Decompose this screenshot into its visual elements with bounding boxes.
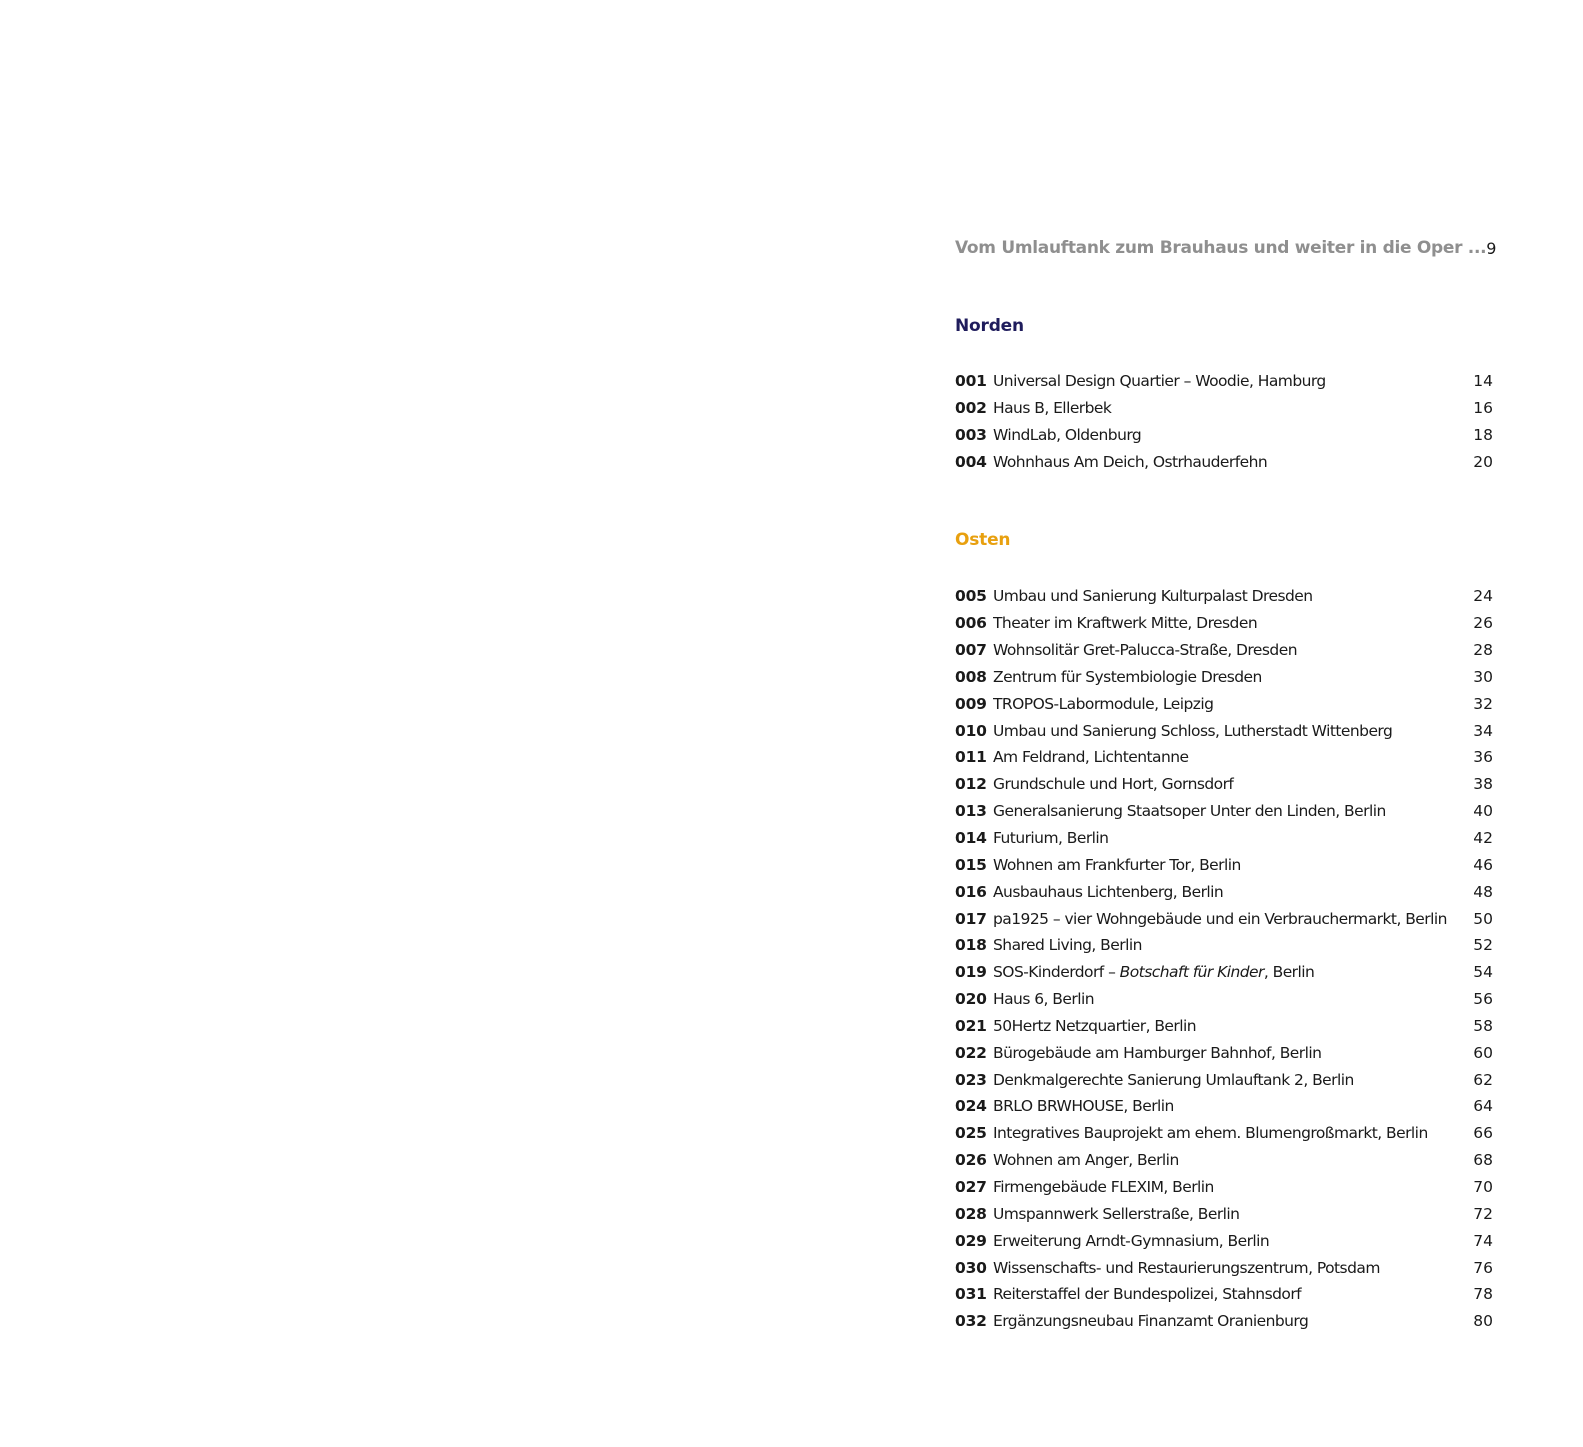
entry-number: 010 — [955, 721, 987, 740]
entry-title: Umspannwerk Sellerstraße, Berlin — [993, 1204, 1240, 1223]
entry-page-number: 78 — [1473, 1285, 1493, 1304]
entry-title: Universal Design Quartier – Woodie, Hamburg — [993, 372, 1326, 391]
entry-number: 014 — [955, 829, 987, 848]
entry-title: 50Hertz Netzquartier, Berlin — [993, 1016, 1197, 1035]
entry-number: 012 — [955, 775, 987, 794]
entry-page-number: 60 — [1473, 1043, 1493, 1062]
toc-entry[interactable] — [955, 1254, 1493, 1281]
entry-number: 001 — [955, 372, 987, 391]
entry-title: pa1925 – vier Wohngebäude und ein Verbrauchermarkt, Berlin — [993, 909, 1447, 928]
entry-number: 020 — [955, 990, 987, 1009]
toc-entry[interactable] — [955, 1039, 1493, 1066]
toc-entry[interactable] — [955, 1308, 1493, 1335]
entry-title: Zentrum für Systembiologie Dresden — [993, 667, 1262, 686]
toc-entry[interactable] — [955, 932, 1493, 959]
toc-entry[interactable] — [955, 771, 1493, 798]
entry-title: Denkmalgerechte Sanierung Umlauftank 2, Berlin — [993, 1070, 1354, 1089]
entry-number: 031 — [955, 1285, 987, 1304]
toc-entry[interactable] — [955, 905, 1493, 932]
entry-page-number: 58 — [1473, 1016, 1493, 1035]
toc-entry[interactable] — [955, 1174, 1493, 1201]
entry-title: Grundschule und Hort, Gornsdorf — [993, 775, 1234, 794]
entry-title: Bürogebäude am Hamburger Bahnhof, Berlin — [993, 1043, 1322, 1062]
entry-number: 015 — [955, 855, 987, 874]
entry-title-part: SOS-Kinderdorf – — [993, 963, 1120, 982]
toc-entry[interactable] — [955, 1120, 1493, 1147]
entry-number: 019 — [955, 963, 987, 982]
entry-number: 022 — [955, 1043, 987, 1062]
entry-title: Reiterstaffel der Bundespolizei, Stahnsdorf — [993, 1285, 1302, 1304]
entry-number: 004 — [955, 452, 987, 471]
entry-page-number: 74 — [1473, 1231, 1493, 1250]
entry-number: 006 — [955, 614, 987, 633]
toc-entry[interactable] — [955, 825, 1493, 852]
toc-entry[interactable] — [955, 878, 1493, 905]
entry-page-number: 68 — [1473, 1151, 1493, 1170]
entry-number: 005 — [955, 587, 987, 606]
entry-number: 018 — [955, 936, 987, 955]
entry-title: Haus 6, Berlin — [993, 990, 1094, 1009]
entry-number: 011 — [955, 748, 987, 767]
entry-title-italic: Botschaft für Kinder — [1119, 963, 1264, 982]
toc-entry[interactable] — [955, 1066, 1493, 1093]
entry-number: 027 — [955, 1177, 987, 1196]
entry-page-number: 46 — [1473, 855, 1493, 874]
entry-page-number: 18 — [1473, 426, 1493, 445]
entry-title-part: , Berlin — [1263, 963, 1315, 982]
toc-entry[interactable] — [955, 744, 1493, 771]
entry-title: Ausbauhaus Lichtenberg, Berlin — [993, 882, 1224, 901]
entry-title: Firmengebäude FLEXIM, Berlin — [993, 1177, 1214, 1196]
entry-page-number: 52 — [1473, 936, 1493, 955]
entry-title: Umbau und Sanierung Schloss, Lutherstadt Wittenberg — [993, 721, 1393, 740]
entry-title: Integratives Bauprojekt am ehem. Blumengroßmarkt, Berlin — [993, 1124, 1428, 1143]
entry-page-number: 48 — [1473, 882, 1493, 901]
toc-entry[interactable] — [955, 637, 1493, 664]
toc-entry[interactable] — [955, 798, 1493, 825]
entry-title: TROPOS-Labormodule, Leipzig — [993, 694, 1214, 713]
entry-page-number: 38 — [1473, 775, 1493, 794]
entry-page-number: 64 — [1473, 1097, 1493, 1116]
entry-page-number: 24 — [1473, 587, 1493, 606]
entry-page-number: 28 — [1473, 641, 1493, 660]
entry-page-number: 42 — [1473, 829, 1493, 848]
entry-title — [993, 963, 1453, 981]
toc-entry[interactable] — [955, 690, 1493, 717]
entry-title: Generalsanierung Staatsoper Unter den Linden, Berlin — [993, 802, 1386, 821]
toc-entry[interactable] — [955, 959, 1493, 986]
entry-page-number: 80 — [1473, 1312, 1493, 1331]
entry-page-number: 30 — [1473, 667, 1493, 686]
entry-title: Ergänzungsneubau Finanzamt Oranienburg — [993, 1312, 1309, 1331]
entry-number: 023 — [955, 1070, 987, 1089]
intro-entry[interactable] — [955, 234, 1497, 262]
entry-number: 009 — [955, 694, 987, 713]
entry-page-number: 36 — [1473, 748, 1493, 767]
entry-page-number: 54 — [1473, 963, 1493, 982]
toc-entry[interactable] — [955, 986, 1493, 1013]
toc-entry[interactable] — [955, 664, 1493, 691]
section-heading-norden: Norden — [955, 316, 1024, 336]
toc-entry[interactable] — [955, 1147, 1493, 1174]
entry-number: 007 — [955, 641, 987, 660]
entry-page-number: 72 — [1473, 1204, 1493, 1223]
entry-list-norden — [955, 368, 1493, 475]
entry-page-number: 16 — [1473, 399, 1493, 418]
entry-number: 021 — [955, 1016, 987, 1035]
entry-page-number: 34 — [1473, 721, 1493, 740]
entry-title: BRLO BRWHOUSE, Berlin — [993, 1097, 1174, 1116]
entry-number: 025 — [955, 1124, 987, 1143]
toc-entry[interactable] — [955, 422, 1493, 449]
entry-number: 003 — [955, 426, 987, 445]
toc-entry[interactable] — [955, 583, 1493, 610]
toc-entry[interactable] — [955, 1281, 1493, 1308]
entry-page-number: 26 — [1473, 614, 1493, 633]
entry-list-osten — [955, 583, 1493, 1335]
entry-page-number: 56 — [1473, 990, 1493, 1009]
entry-number: 026 — [955, 1151, 987, 1170]
entry-number: 028 — [955, 1204, 987, 1223]
entry-number: 013 — [955, 802, 987, 821]
entry-number: 002 — [955, 399, 987, 418]
entry-title: Wohnen am Anger, Berlin — [993, 1151, 1179, 1170]
toc-entry[interactable] — [955, 1093, 1493, 1120]
entry-number: 017 — [955, 909, 987, 928]
toc-entry[interactable] — [955, 449, 1493, 476]
entry-page-number: 66 — [1473, 1124, 1493, 1143]
entry-title: Shared Living, Berlin — [993, 936, 1142, 955]
entry-title: Wissenschafts- und Restaurierungszentrum, Potsdam — [993, 1258, 1380, 1277]
toc-entry[interactable] — [955, 1013, 1493, 1040]
entry-title: WindLab, Oldenburg — [993, 426, 1142, 445]
entry-title: Wohnsolitär Gret-Palucca-Straße, Dresden — [993, 641, 1297, 660]
intro-page-number: 9 — [1486, 238, 1497, 258]
entry-title: Haus B, Ellerbek — [993, 399, 1112, 418]
toc-entry[interactable] — [955, 717, 1493, 744]
entry-number: 024 — [955, 1097, 987, 1116]
section-heading-osten: Osten — [955, 530, 1011, 550]
entry-title: Wohnen am Frankfurter Tor, Berlin — [993, 855, 1241, 874]
entry-title: Futurium, Berlin — [993, 829, 1109, 848]
entry-number: 008 — [955, 667, 987, 686]
entry-title: Am Feldrand, Lichtentanne — [993, 748, 1189, 767]
entry-page-number: 20 — [1473, 452, 1493, 471]
entry-title: Theater im Kraftwerk Mitte, Dresden — [993, 614, 1258, 633]
toc-entry[interactable] — [955, 851, 1493, 878]
entry-title: Umbau und Sanierung Kulturpalast Dresden — [993, 587, 1313, 606]
toc-entry[interactable] — [955, 1200, 1493, 1227]
toc-entry[interactable] — [955, 368, 1493, 395]
entry-page-number: 32 — [1473, 694, 1493, 713]
entry-number: 016 — [955, 882, 987, 901]
entry-number: 032 — [955, 1312, 987, 1331]
toc-entry[interactable] — [955, 395, 1493, 422]
entry-number: 030 — [955, 1258, 987, 1277]
toc-entry[interactable] — [955, 610, 1493, 637]
entry-page-number: 50 — [1473, 909, 1493, 928]
table-of-contents — [955, 0, 1497, 1447]
intro-title: Vom Umlauftank zum Brauhaus und weiter in die Oper ... — [955, 238, 1487, 258]
entry-page-number: 40 — [1473, 802, 1493, 821]
entry-title: Wohnhaus Am Deich, Ostrhauderfehn — [993, 452, 1268, 471]
entry-number: 029 — [955, 1231, 987, 1250]
toc-entry[interactable] — [955, 1227, 1493, 1254]
entry-title: Erweiterung Arndt-Gymnasium, Berlin — [993, 1231, 1270, 1250]
entry-page-number: 62 — [1473, 1070, 1493, 1089]
entry-page-number: 14 — [1473, 372, 1493, 391]
entry-page-number: 76 — [1473, 1258, 1493, 1277]
entry-page-number: 70 — [1473, 1177, 1493, 1196]
